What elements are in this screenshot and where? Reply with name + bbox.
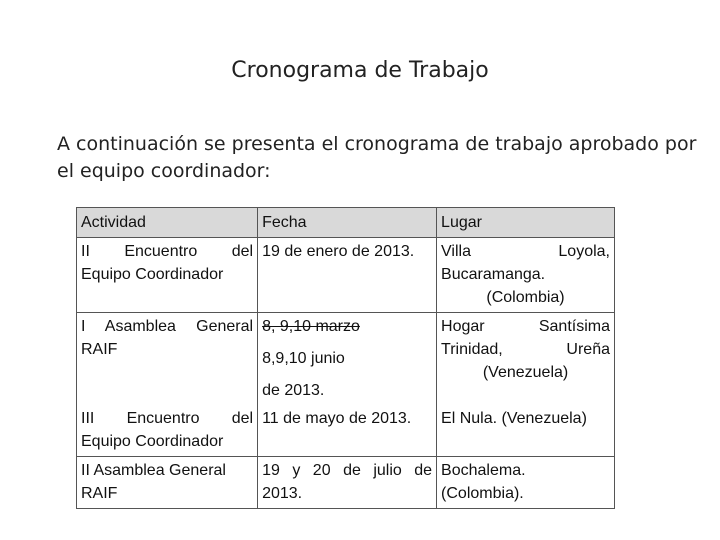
table-row (77, 405, 615, 457)
header-fecha: Fecha (258, 208, 437, 238)
cell-actividad: II Asamblea General RAIF (77, 457, 258, 509)
table-row (77, 313, 615, 406)
intro-paragraph: A continuación se presenta el cronograma de trabajo aprobado por el equipo coordinador: (57, 133, 697, 182)
header-actividad: Actividad (77, 208, 258, 238)
cell-lugar: Hogar Santísima Trinidad, Ureña (Venezuela) (437, 313, 615, 406)
cell-fecha: 11 de mayo de 2013. (258, 405, 437, 457)
cell-fecha: 19 y 20 de julio de 2013. (258, 457, 437, 509)
cell-actividad: II Encuentro del Equipo Coordinador (77, 238, 258, 313)
struck-date: 8, 9,10 marzo (262, 318, 360, 335)
header-lugar: Lugar (437, 208, 615, 238)
table-header-row (77, 208, 615, 238)
cell-fecha: 19 de enero de 2013. (258, 238, 437, 313)
new-date: 8,9,10 junio (262, 350, 345, 367)
cell-lugar: Bochalema. (Colombia). (437, 457, 615, 509)
table-row (77, 238, 615, 313)
cell-lugar: Villa Loyola, Bucaramanga. (Colombia) (437, 238, 615, 313)
table-row (77, 457, 615, 509)
cell-fecha: 8, 9,10 marzo 8,9,10 junio de 2013. (258, 313, 437, 406)
cell-lugar: El Nula. (Venezuela) (437, 405, 615, 457)
cell-actividad: I Asamblea General RAIF (77, 313, 258, 406)
schedule-table (76, 207, 615, 509)
cell-actividad: III Encuentro del Equipo Coordinador (77, 405, 258, 457)
page-title: Cronograma de Trabajo (231, 58, 489, 83)
